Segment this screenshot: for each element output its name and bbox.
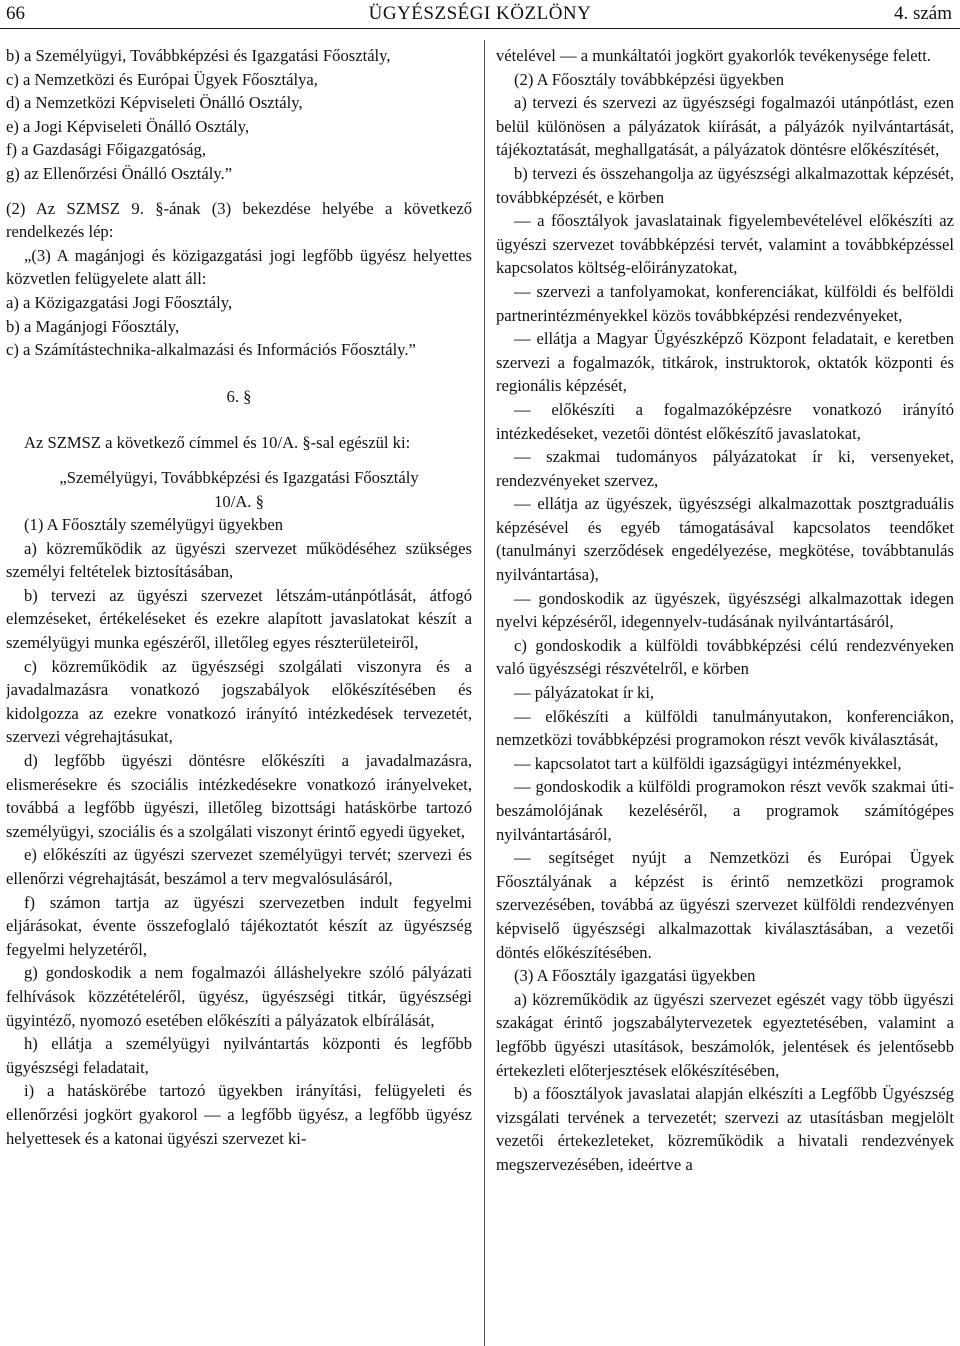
paragraph-amendment-2: (2) Az SZMSZ 9. §-ának (3) bekezdése helyébe a következő rendelkezés lép: xyxy=(6,198,472,242)
dash-item: — szervezi a tanfolyamokat, konferenciákat, külföldi és belföldi partnerintézményekkel közös továbbképzési rendezvényeket, xyxy=(496,281,954,325)
list-item-f: f) a Gazdasági Főigazgatóság, xyxy=(6,140,206,160)
paragraph-3: (3) A Főosztály igazgatási ügyekben xyxy=(514,966,756,986)
list-item-g: g) gondoskodik a nem fogalmazói álláshelyekre szóló pályázati felhívások közzétételéről, ügyész, ügyészségi titkár, ügyészségi ügyintéző, nyomozó esetében előkészíti a pályázatok elbírálását, xyxy=(6,963,472,1030)
dash-item: — előkészíti a fogalmazóképzésre vonatkozó irányító intézkedéseket, vezetői döntést előkészítő javaslatokat, xyxy=(496,399,954,443)
list-item-b: b) a Magánjogi Főosztály, xyxy=(6,316,180,336)
running-header xyxy=(0,0,960,29)
list-item-e: e) a Jogi Képviseleti Önálló Osztály, xyxy=(6,116,250,136)
dash-item: — a főosztályok javaslatainak figyelembevételével előkészíti az ügyészi szervezet továbbképzési tervét, valamint a továbbképzéssel kapcsolatos költség-előirányzatokat, xyxy=(496,211,954,278)
list-item-a: a) közreműködik az ügyészi szervezet működéséhez szükséges személyi feltételek biztosításában, xyxy=(6,538,472,582)
dash-item: — ellátja a Magyar Ügyészképző Központ feladatait, e keretben szervezi a fogalmazók, titkárok, instruktorok, oktatók központi és regionális képzését, xyxy=(496,329,954,396)
dash-item: — előkészíti a külföldi tanulmányutakon, konferenciákon, nemzetközi továbbképzési programokon részt vevők kiválasztását, xyxy=(496,706,954,750)
list-item-b: b) tervezi és összehangolja az ügyészségi alkalmazottak képzését, továbbképzését, e körben xyxy=(496,163,954,207)
right-column xyxy=(496,44,954,1344)
dash-item: — gondoskodik a külföldi programokon részt vevők szakmai úti-beszámolójának kezeléséről, a programok számítógépes nyilvántartásáról, xyxy=(496,777,954,844)
list-item-f: f) számon tartja az ügyészi szervezetben indult fegyelmi eljárásokat, évente összefoglaló tájékoztatót készít az ügyészség fegyelmi helyzetéről, xyxy=(6,892,472,959)
issue-number: 4. szám xyxy=(893,3,952,24)
dash-item: — pályázatokat ír ki, xyxy=(514,683,655,703)
list-item-d: d) legfőbb ügyészi döntésre előkészíti a javadalmazásra, elismerésekre és szociális intézkedésekre vonatkozó irányelveket, továbbá a legfőbb ügyészi, illetőleg bizottsági hatáskörbe tartozó személyügyi, szociális és a szolgálati viszonyt érintő egyedi ügyeket, xyxy=(6,751,472,841)
section-heading: 6. § xyxy=(226,386,252,406)
list-item-c: c) a Nemzetközi és Európai Ügyek Főosztálya, xyxy=(6,69,318,89)
list-item-d: d) a Nemzetközi Képviseleti Önálló Osztály, xyxy=(6,93,303,113)
journal-title: ÜGYÉSZSÉGI KÖZLÖNY xyxy=(368,3,592,24)
list-item-c: c) a Számítástechnika-alkalmazási és Információs Főosztály.” xyxy=(6,340,416,360)
dash-item: — gondoskodik az ügyészek, ügyészségi alkalmazottak idegen nyelvi képzéséről, idegennyelv-tudásának nyilvántartásáról, xyxy=(496,588,954,632)
list-item-b: b) a Személyügyi, Továbbképzési és Igazgatási Főosztály, xyxy=(6,46,391,65)
dash-item: — szakmai tudományos pályázatokat ír ki, versenyeket, rendezvényeket szervez, xyxy=(496,447,954,490)
chapter-title: „Személyügyi, Továbbképzési és Igazgatási Főosztály xyxy=(59,467,419,487)
list-item-h: h) ellátja a személyügyi nyilvántartás központi és legfőbb ügyészségi feladatait, xyxy=(6,1034,472,1077)
list-item-a: a) közreműködik az ügyészi szervezet egészét vagy több ügyészi szakágat érintő jogszabálytervezetek egyeztetésében, valamint a legfőbb ügyészi utasítások, beszámolók, jelentések és jelentősebb értekezleti előterjesztések előkészítésében, xyxy=(496,989,954,1080)
list-item-e: e) előkészíti az ügyészi szervezet személyügyi tervét; szervezi és ellenőrzi végrehajtását, beszámol a terv megvalósulásáról, xyxy=(6,845,472,888)
paragraph-continuation: vételével — a munkáltatói jogkört gyakorlók tevékenysége felett. xyxy=(496,46,931,65)
dash-item: — ellátja az ügyészek, ügyészségi alkalmazottak posztgraduális képzésével és egyéb támogatásával kapcsolatos teendőket (tanulmányi szerződések engedélyezése, megkötése, továbbtanulás nyilvántartása), xyxy=(496,494,954,585)
paragraph-1: (1) A Főosztály személyügyi ügyekben xyxy=(24,515,284,535)
paragraph-quote-3: „(3) A magánjogi és közigazgatási jogi legfőbb ügyész helyettes közvetlen felügyelete alatt áll: xyxy=(6,245,472,289)
page-number: 66 xyxy=(6,3,25,24)
list-item-c: c) közreműködik az ügyészségi szolgálati viszonyra és a javadalmazásra vonatkozó jogszabályok előkészítésében és kidolgozza az ezekre vonatkozó irányító intézkedések tervezetét, szervezi végrehajtásukat, xyxy=(6,656,472,747)
left-column xyxy=(6,44,472,1344)
paragraph-intro: Az SZMSZ a következő címmel és 10/A. §-sal egészül ki: xyxy=(24,433,411,453)
dash-item: — segítséget nyújt a Nemzetközi és Európai Ügyek Főosztályának a képzést is érintő nemzetközi programok szervezésében, továbbá az ügyészi szervezet külföldi rendezvényen képviselő ügyészségi alkalmazottak kiválasztásában, a vezetői döntés előkészítésében. xyxy=(496,848,954,962)
list-item-g: g) az Ellenőrzési Önálló Osztály.” xyxy=(6,163,233,183)
list-item-a: a) tervezi és szervezi az ügyészségi fogalmazói utánpótlást, ezen belül különösen a pályázatok kiírását, a pályázók nyilvántartását, tájékoztatását, meghallgatását, a pályázatok döntésre előkészítését, xyxy=(496,93,954,160)
column-divider xyxy=(484,40,485,1346)
dash-item: — kapcsolatot tart a külföldi igazságügyi intézményekkel, xyxy=(514,753,902,773)
list-item-i: i) a hatáskörébe tartozó ügyekben irányítási, felügyeleti és ellenőrzési jogkört gyakorol — a legfőbb ügyész, a legfőbb ügyész helyettesek és a katonai ügyészi szervezet ki- xyxy=(6,1081,472,1148)
section-heading: 10/A. § xyxy=(214,491,264,511)
list-item-a: a) a Közigazgatási Jogi Főosztály, xyxy=(6,292,233,312)
list-item-b: b) tervezi az ügyészi szervezet létszám-utánpótlását, átfogó elemzéseket, értékeléseket és ezekre alapított javaslatokat készít a személyügyi munka egészéről, illetőleg egyes részterületeiről, xyxy=(6,585,472,653)
list-item-c: c) gondoskodik a külföldi továbbképzési célú rendezvényeken való ügyészségi részvételről, e körben xyxy=(496,635,954,679)
paragraph-2: (2) A Főosztály továbbképzési ügyekben xyxy=(514,69,785,89)
list-item-b: b) a főosztályok javaslatai alapján elkészíti a Legfőbb Ügyészség vizsgálati tervének a tervezetét; szervezi az utasításban megjelölt vezetői értekezleteket, közreműködik a hivatali rendezvények megszervezésében, ideértve a xyxy=(496,1084,954,1174)
